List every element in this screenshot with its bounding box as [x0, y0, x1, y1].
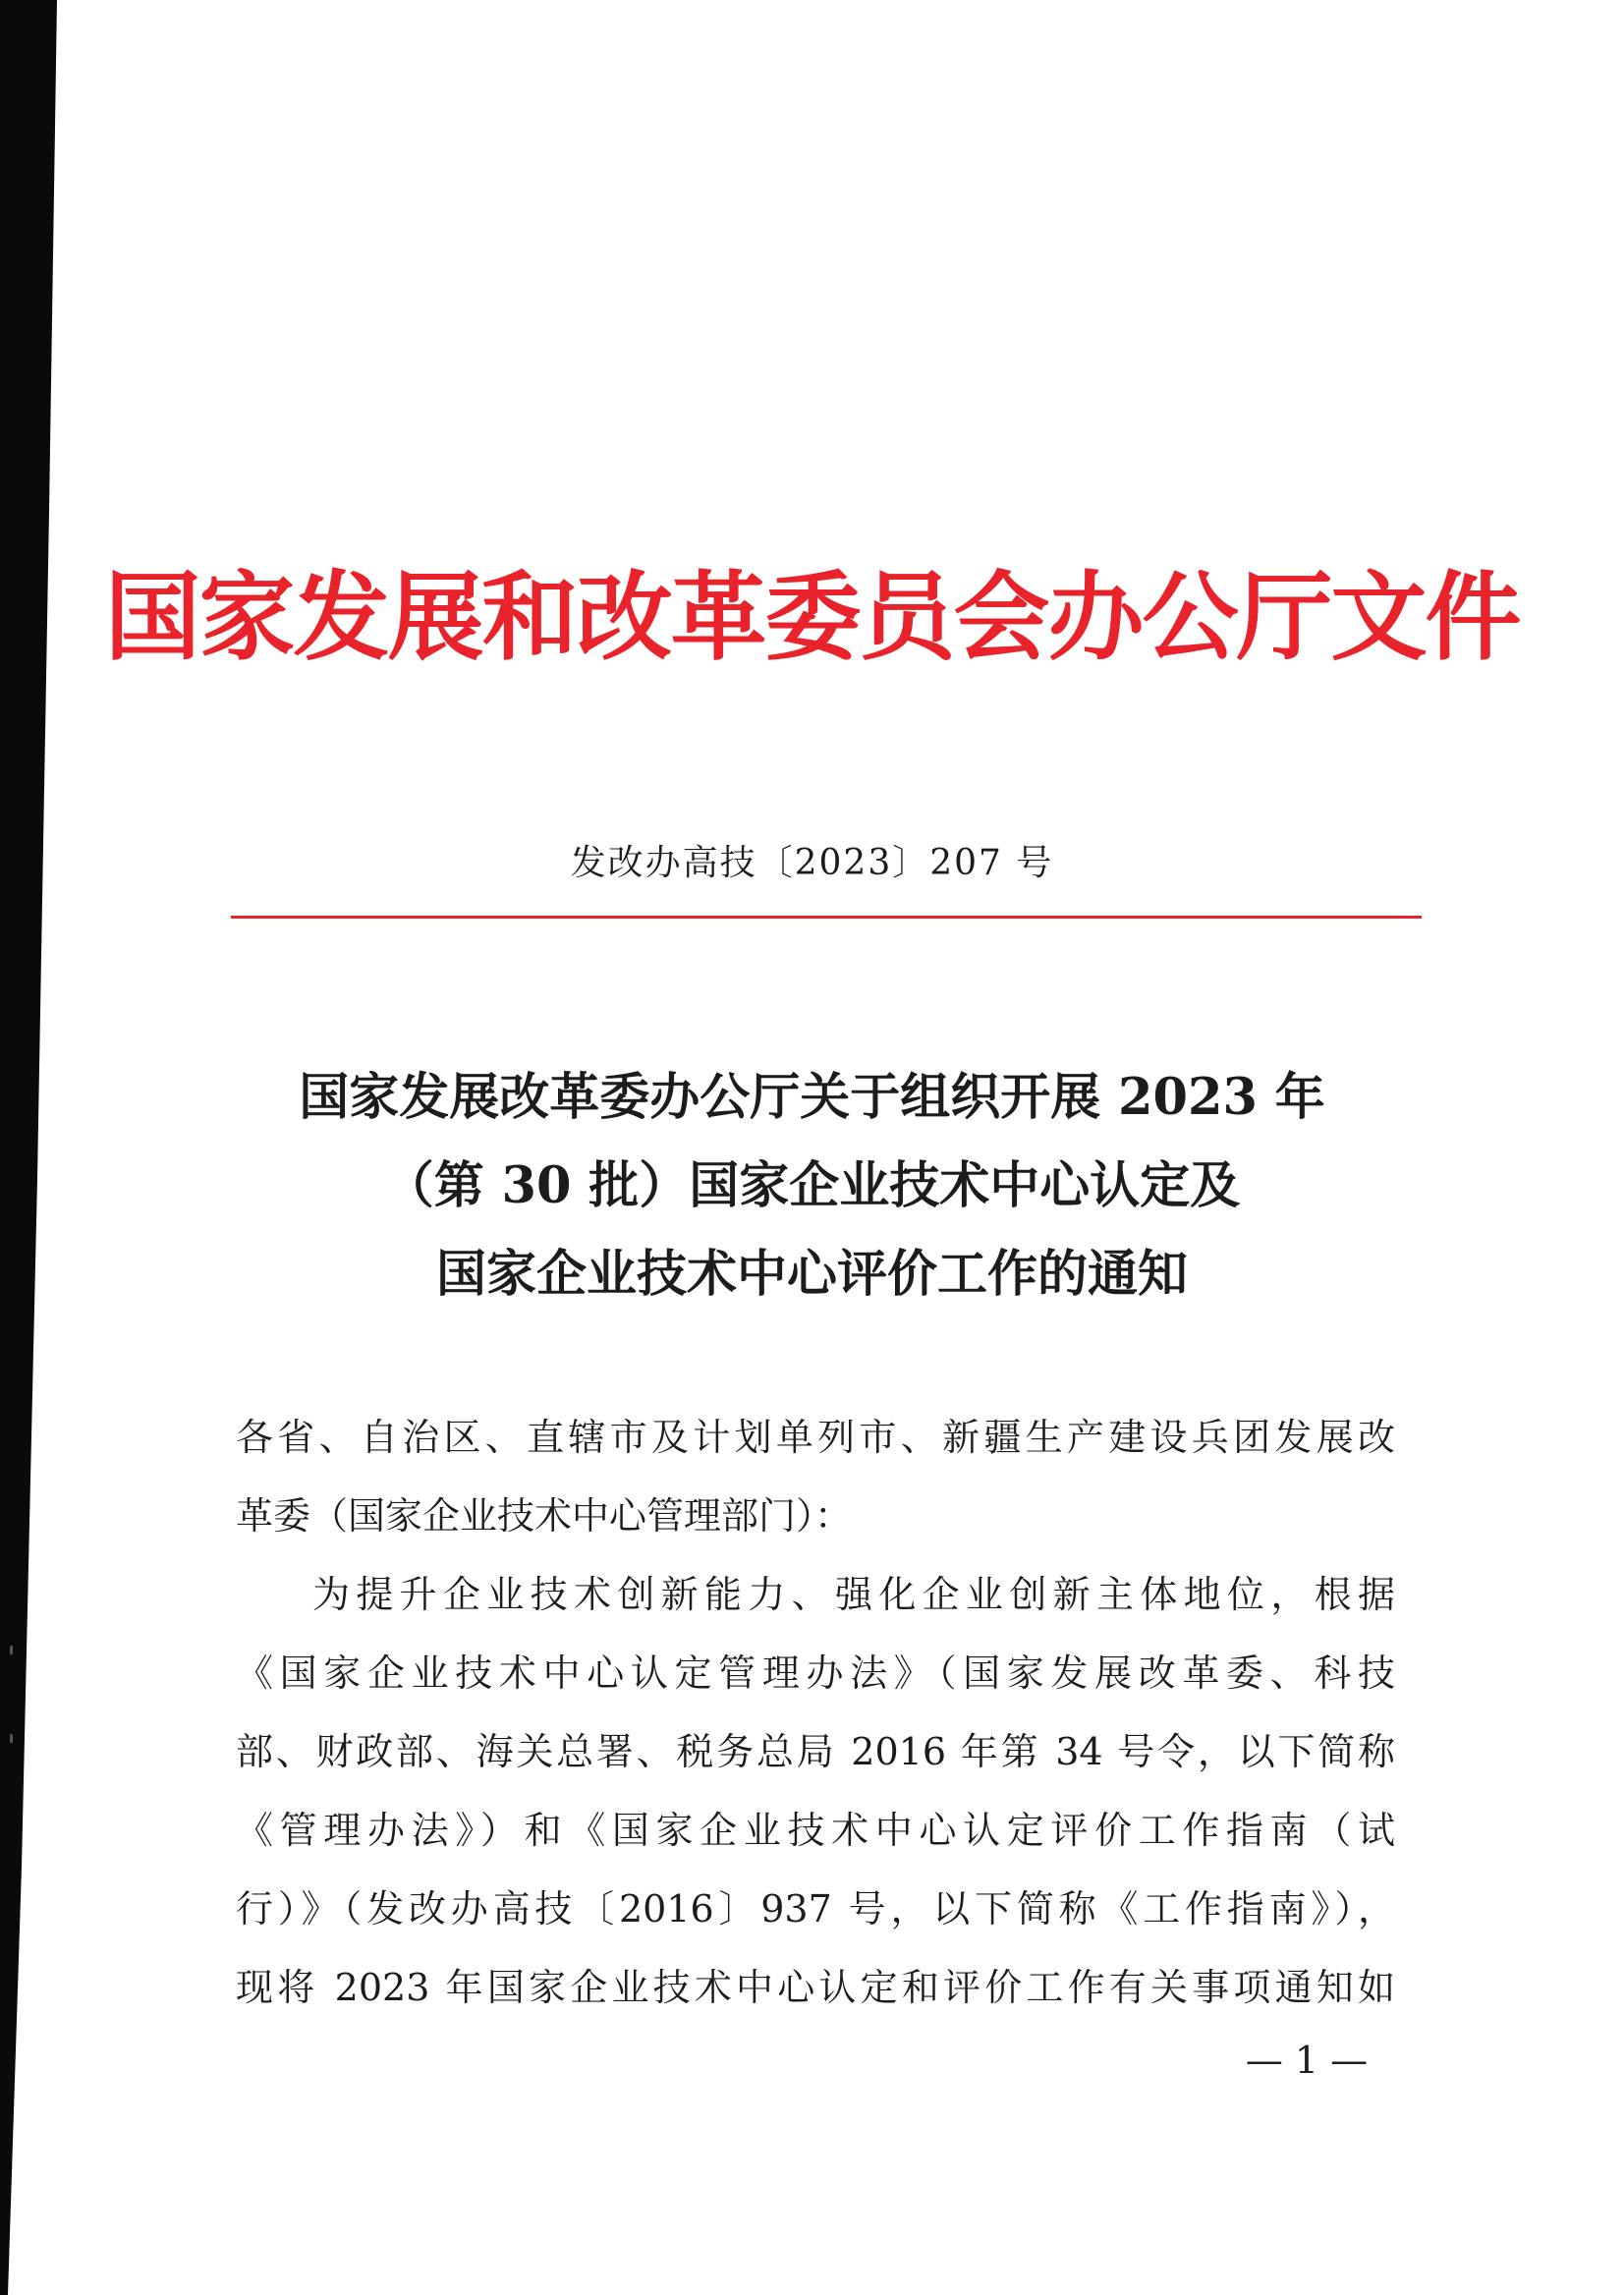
notice-title	[0, 1053, 1624, 1318]
paragraph-line: 现将 2023 年国家企业技术中心认定和评价工作有关事项通知如	[236, 1966, 1395, 2009]
salutation-line: 各省、自治区、直辖市及计划单列市、新疆生产建设兵团发展改	[236, 1416, 1395, 1459]
body-text	[236, 1398, 1395, 2027]
red-separator-line	[231, 916, 1422, 919]
paragraph-line: 为提升企业技术创新能力、强化企业创新主体地位，根据	[312, 1573, 1395, 1616]
paragraph-line: 部、财政部、海关总署、税务总局 2016 年第 34 号令，以下简称	[236, 1730, 1395, 1773]
paragraph-line: 行）》（发改办高技〔2016〕937 号，以下简称《工作指南》），	[236, 1887, 1395, 1931]
document-number: 发改办高技〔2023〕207 号	[570, 843, 1054, 883]
notice-title-line: （第 30 批）国家企业技术中心认定及	[383, 1156, 1241, 1215]
paragraph-line: 《国家企业技术中心认定管理办法》（国家发展改革委、科技	[236, 1651, 1395, 1695]
notice-title-line: 国家发展改革委办公厅关于组织开展 2023 年	[299, 1068, 1325, 1127]
scan-speck	[10, 1734, 13, 1743]
paragraph-line: 《管理办法》）和《国家企业技术中心认定评价工作指南（试	[236, 1809, 1395, 1852]
issuer-title: 国家发展和改革委员会办公厅文件	[104, 561, 1520, 674]
page-number: — 1 —	[1245, 2039, 1369, 2082]
scan-speck	[10, 1646, 13, 1654]
notice-title-line: 国家企业技术中心评价工作的通知	[435, 1245, 1188, 1304]
salutation-line: 革委（国家企业技术中心管理部门）：	[236, 1494, 853, 1538]
